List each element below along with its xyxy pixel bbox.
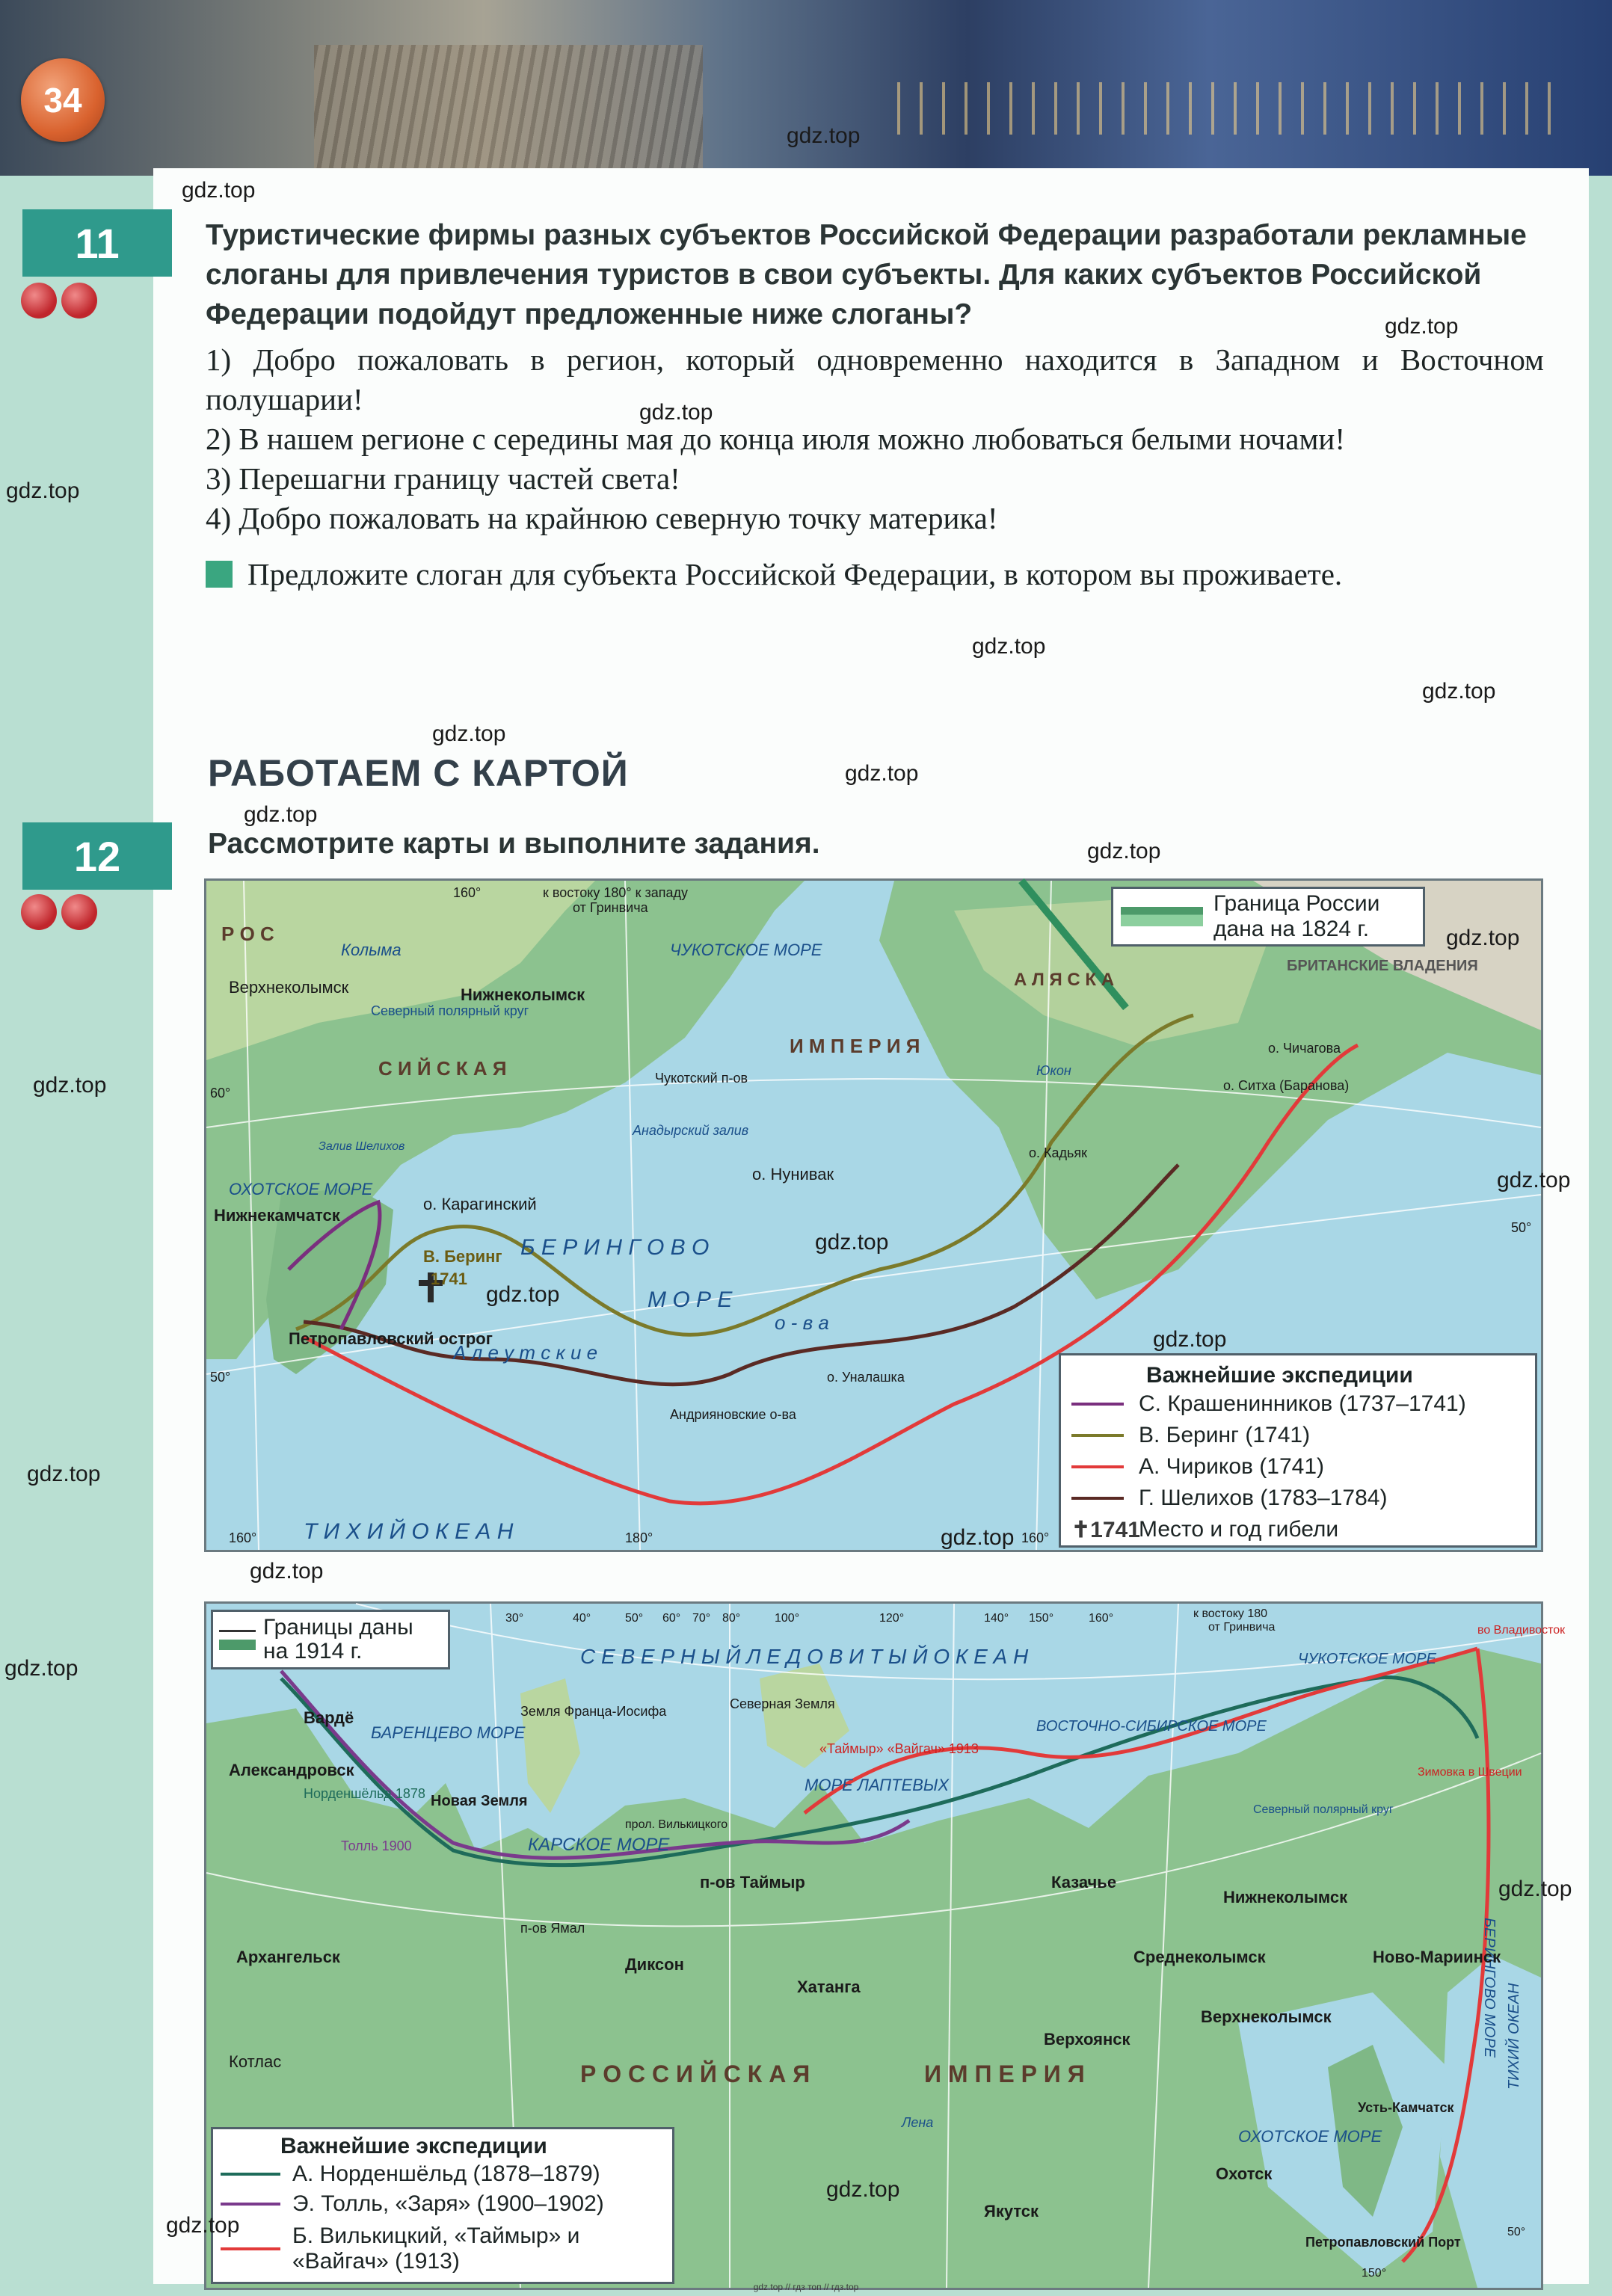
watermark: gdz.top xyxy=(486,1282,560,1307)
city-lights-image xyxy=(897,82,1570,135)
label-lon140: 140° xyxy=(984,1612,1009,1625)
label-yakutsk: Якутск xyxy=(984,2202,1039,2220)
label-kodiak: о. Кадьяк xyxy=(1029,1145,1088,1160)
label-bering-death: В. Беринг xyxy=(423,1247,502,1266)
label-novomariinsk: Ново-Мариинск xyxy=(1373,1948,1501,1966)
legend-item xyxy=(1071,1483,1525,1514)
slogan-list xyxy=(206,340,1544,594)
difficulty-dots-11 xyxy=(21,283,97,318)
label-polar-circle: Северный полярный круг xyxy=(371,1003,529,1018)
watermark: gdz.top xyxy=(33,1073,107,1098)
label-alaska: А Л Я С К А xyxy=(1014,970,1115,990)
task-12-number: 12 xyxy=(22,822,172,890)
label-lon30: 30° xyxy=(505,1612,524,1625)
label-petropavlovsk-2: Петропавловский Порт xyxy=(1305,2235,1461,2250)
difficulty-dot xyxy=(61,283,97,318)
label-sz: Северная Земля xyxy=(730,1696,835,1711)
legend-item xyxy=(1071,1420,1525,1451)
label-arkhangelsk: Архангельск xyxy=(236,1948,340,1966)
label-lon160: 160° xyxy=(1089,1612,1114,1625)
legend-swatch xyxy=(1071,1403,1124,1406)
green-square-icon xyxy=(206,561,233,588)
legend-title: Важнейшие экспедиции xyxy=(1146,1363,1413,1388)
watermark: gdz.top xyxy=(1422,679,1496,704)
legend-label: А. Норденшёльд (1878–1879) xyxy=(292,2161,600,2186)
cross-icon: ✝1741 xyxy=(1071,1517,1140,1542)
label-taimyr: п-ов Таймыр xyxy=(700,1873,805,1892)
label-pacific-2: ТИХИЙ ОКЕАН xyxy=(1506,1983,1522,2090)
legend-title-2: Важнейшие экспедиции xyxy=(280,2134,547,2158)
label-lon100: 100° xyxy=(775,1612,800,1625)
label-alexandrovsk: Александровск xyxy=(229,1761,354,1779)
watermark: gdz.top xyxy=(432,721,506,746)
label-taimyr-vaigach: «Таймыр» «Вайгач» 1913 xyxy=(819,1741,979,1756)
label-petropavlovsk: Петропавловский острог xyxy=(289,1329,493,1348)
label-lon80: 80° xyxy=(722,1612,741,1625)
label-shvetsk: Зимовка в Швеции xyxy=(1418,1766,1522,1779)
legend-label: В. Беринг (1741) xyxy=(1139,1423,1311,1447)
label-ross1: Р О С xyxy=(221,923,274,945)
watermark: gdz.top xyxy=(182,178,256,203)
legend-item xyxy=(1071,1388,1525,1420)
label-lena: Лена xyxy=(902,2115,934,2130)
label-east-sib: ВОСТОЧНО-СИБИРСКОЕ МОРЕ xyxy=(1036,1718,1267,1735)
label-chukchi: ЧУКОТСКОЕ МОРЕ xyxy=(1298,1651,1436,1667)
novaya-zemlya xyxy=(520,1678,580,1813)
header-photo xyxy=(0,0,1612,176)
label-okhotsk: ОХОТСКОЕ МОРЕ xyxy=(229,1180,373,1198)
label-lat50a: 50° xyxy=(210,1370,231,1385)
label-arctic: С Е В Е Р Н Ы Й Л Е Д О В И Т Ы Й О К Е А Н xyxy=(580,1645,1029,1668)
label-lon120: 120° xyxy=(879,1612,905,1625)
watermark: gdz.top xyxy=(4,1656,79,1681)
label-greenwich: от Гринвича xyxy=(573,900,648,915)
label-lon40: 40° xyxy=(573,1612,591,1625)
difficulty-dot xyxy=(21,894,57,930)
slogan-item: 4) Добро пожаловать на крайнюю северную точку материка! xyxy=(206,501,998,535)
label-okhotsk-city: Охотск xyxy=(1216,2164,1273,2183)
label-barents: БАРЕНЦЕВО МОРЕ xyxy=(371,1723,526,1742)
label-british: БРИТАНСКИЕ ВЛАДЕНИЯ xyxy=(1287,958,1478,974)
label-lon160a: 160° xyxy=(453,885,482,900)
border-legend-text: Граница России дана на 1824 г. xyxy=(1213,891,1380,941)
label-ross-2: Р О С С И Й С К А Я xyxy=(580,2060,810,2087)
label-east180: к востоку 180° к западу xyxy=(543,885,689,900)
label-yukon: Юкон xyxy=(1036,1063,1071,1078)
label-sitka: о. Ситха (Баранова) xyxy=(1223,1078,1350,1093)
legend-swatch xyxy=(1071,1434,1124,1437)
legend-label: Б. Вилькицкий, «Таймыр» и «Вайгач» (1913) xyxy=(292,2223,580,2274)
label-nunivak: о. Нунивак xyxy=(752,1165,834,1184)
label-lon-g: от Гринвича xyxy=(1208,1621,1276,1634)
slogan-item: 3) Перешагни границу частей света! xyxy=(206,461,680,496)
watermark: gdz.top xyxy=(941,1525,1015,1550)
watermark: gdz.top xyxy=(787,123,861,148)
label-vilkitsky: прол. Вилькицкого xyxy=(625,1818,728,1831)
watermark: gdz.top xyxy=(1498,1877,1572,1901)
label-lat50b: 50° xyxy=(1511,1220,1532,1235)
watermark: gdz.top xyxy=(1087,839,1161,864)
label-verkhnekolymsk: Верхнеколымск xyxy=(229,978,349,997)
section-title: РАБОТАЕМ С КАРТОЙ xyxy=(208,752,629,794)
label-bering-2: БЕРИНГОВО МОРЕ xyxy=(1481,1918,1498,2058)
label-polar-2: Северный полярный круг xyxy=(1253,1803,1394,1816)
label-kara: КАРСКОЕ МОРЕ xyxy=(528,1835,670,1855)
label-lat60: 60° xyxy=(210,1086,231,1101)
legend-item xyxy=(1071,1514,1525,1545)
death-year: 1741 xyxy=(1090,1517,1140,1542)
watermark: gdz.top xyxy=(1153,1327,1227,1352)
watermark: gdz.top xyxy=(826,2177,900,2202)
label-aleut2: о - в а xyxy=(775,1311,829,1334)
label-lon50: 50° xyxy=(625,1612,644,1625)
label-lon160b: 160° xyxy=(229,1530,257,1545)
railway-image xyxy=(314,45,703,176)
label-dikson: Диксон xyxy=(625,1955,684,1974)
label-bering2: М О Р Е xyxy=(647,1287,733,1312)
label-chukotka-sea: ЧУКОТСКОЕ МОРЕ xyxy=(670,941,822,959)
legend-item xyxy=(1071,1451,1525,1483)
map-bering-expeditions xyxy=(204,878,1543,1552)
label-lat50: 50° xyxy=(1507,2226,1526,2238)
difficulty-dot xyxy=(61,894,97,930)
watermark: gdz.top xyxy=(972,634,1046,659)
label-varde: Вардё xyxy=(304,1708,354,1727)
watermark: gdz.top xyxy=(27,1462,101,1486)
watermark: gdz.top xyxy=(250,1559,324,1583)
label-kotlas: Котлас xyxy=(229,2052,282,2071)
page-number: 34 xyxy=(21,58,105,142)
label-lon60: 60° xyxy=(662,1612,681,1625)
label-karaginsky: о. Карагинский xyxy=(423,1195,537,1213)
label-nord1878: Норденшёльд 1878 xyxy=(304,1786,425,1801)
bottom-note: gdz.top // гдз топ // гдз.top xyxy=(753,2282,859,2292)
legend-label: Г. Шелихов (1783–1784) xyxy=(1139,1486,1388,1510)
watermark: gdz.top xyxy=(1497,1168,1571,1192)
label-chukotsky: Чукотский п-ов xyxy=(655,1071,748,1086)
label-yamal: п-ов Ямал xyxy=(520,1921,585,1936)
label-lon150: 150° xyxy=(1029,1612,1054,1625)
label-lon180: 180° xyxy=(625,1530,653,1545)
label-shelikhov: Залив Шелихов xyxy=(319,1140,405,1153)
legend-swatch xyxy=(1071,1465,1124,1468)
border-legend-text-2: Границы даны на 1914 г. xyxy=(263,1615,413,1663)
legend-item xyxy=(221,2159,665,2189)
border-swatch xyxy=(1121,907,1203,926)
task-11-title: Туристические фирмы разных субъектов Российской Федерации разработали рекламные слоганы для привлечения туристов в свои субъекты. Для каких субъектов Российской Федерации подойдут предложенные ниже слоганы? xyxy=(206,219,1527,330)
label-toll1900: Толль 1900 xyxy=(341,1838,412,1853)
label-vladivostok: во Владивосток xyxy=(1477,1624,1566,1637)
legend-label: Э. Толль, «Заря» (1900–1902) xyxy=(292,2191,604,2216)
border-swatch-2 xyxy=(219,1630,256,1650)
label-khatanga: Хатанга xyxy=(797,1978,861,1996)
map-2-border-legend xyxy=(211,1610,450,1669)
extra-task-text: Предложите слоган для субъекта Российской Федерации, в котором вы проживаете. xyxy=(247,557,1343,591)
map-1-border-legend xyxy=(1111,887,1425,947)
label-bering-year: 1741 xyxy=(431,1269,467,1288)
legend-swatch xyxy=(1071,1497,1124,1500)
label-laptev: МОРЕ ЛАПТЕВЫХ xyxy=(805,1776,950,1794)
task-12-title: Рассмотрите карты и выполните задания. xyxy=(208,828,820,860)
legend-swatch xyxy=(221,2203,280,2206)
difficulty-dot xyxy=(21,283,57,318)
legend-swatch xyxy=(221,2173,280,2176)
legend-swatch xyxy=(221,2247,280,2250)
watermark: gdz.top xyxy=(1385,314,1459,339)
extra-task xyxy=(206,555,1544,594)
label-aleut: А л е у т с к и е xyxy=(453,1341,598,1364)
slogan-item: 2) В нашем регионе с середины мая до конца июля можно любоваться белыми ночами! xyxy=(206,422,1346,456)
difficulty-dots-12 xyxy=(21,894,97,930)
label-nizhnekamchatsk: Нижнекамчатск xyxy=(214,1206,340,1225)
watermark: gdz.top xyxy=(6,478,80,503)
label-andreyanovsky: Андрияновские о-ва xyxy=(670,1407,796,1422)
watermark: gdz.top xyxy=(815,1230,889,1255)
label-anadyr: Анадырский залив xyxy=(633,1123,749,1138)
legend-item xyxy=(221,2219,665,2279)
label-unalashka: о. Уналашка xyxy=(827,1370,905,1385)
label-lon70: 70° xyxy=(692,1612,711,1625)
label-srednekolymsk: Среднеколымск xyxy=(1133,1948,1266,1966)
label-ross2: С И Й С К А Я xyxy=(378,1057,507,1080)
watermark: gdz.top xyxy=(244,802,318,827)
label-fjl: Земля Франца-Иосифа xyxy=(520,1704,667,1719)
label-verkhoyansk: Верхоянск xyxy=(1044,2030,1130,2049)
label-kolyma: Колыма xyxy=(341,941,402,959)
watermark: gdz.top xyxy=(1446,926,1520,950)
label-chichagova: о. Чичагова xyxy=(1268,1041,1341,1056)
label-lon150b: 150° xyxy=(1362,2267,1387,2280)
label-imperia: И М П Е Р И Я xyxy=(790,1035,920,1057)
label-imperia-2: И М П Е Р И Я xyxy=(924,2060,1085,2087)
map-1-legend xyxy=(1059,1353,1537,1548)
label-okhotsk-2: ОХОТСКОЕ МОРЕ xyxy=(1238,2127,1382,2146)
label-nizhnekolymsk: Нижнеколымск xyxy=(461,985,585,1004)
map-2-legend xyxy=(211,2127,674,2284)
legend-label: С. Крашенинников (1737–1741) xyxy=(1139,1391,1466,1416)
label-bering1: Б Е Р И Н Г О В О xyxy=(520,1235,710,1260)
label-pacific: Т И Х И Й О К Е А Н xyxy=(304,1519,514,1544)
label-kazachye: Казачье xyxy=(1051,1873,1117,1892)
task-11-number: 11 xyxy=(22,209,172,277)
legend-label: Место и год гибели xyxy=(1139,1517,1339,1542)
label-nizhnekolymsk-2: Нижнеколымск xyxy=(1223,1888,1348,1906)
watermark: gdz.top xyxy=(845,761,919,786)
label-lon160c: 160° xyxy=(1021,1530,1050,1545)
legend-item xyxy=(221,2189,665,2219)
watermark: gdz.top xyxy=(166,2213,240,2238)
label-nz: Новая Земля xyxy=(431,1793,528,1809)
label-verkhnekolymsk-2: Верхнеколымск xyxy=(1201,2007,1332,2026)
watermark: gdz.top xyxy=(639,400,713,425)
slogan-item: 1) Добро пожаловать в регион, который одновременно находится в Западном и Восточном полушарии! xyxy=(206,342,1544,416)
label-ustkamchatsk: Усть-Камчатск xyxy=(1358,2100,1454,2115)
legend-label: А. Чириков (1741) xyxy=(1139,1454,1325,1479)
label-lon-e: к востоку 180 xyxy=(1193,1607,1268,1620)
